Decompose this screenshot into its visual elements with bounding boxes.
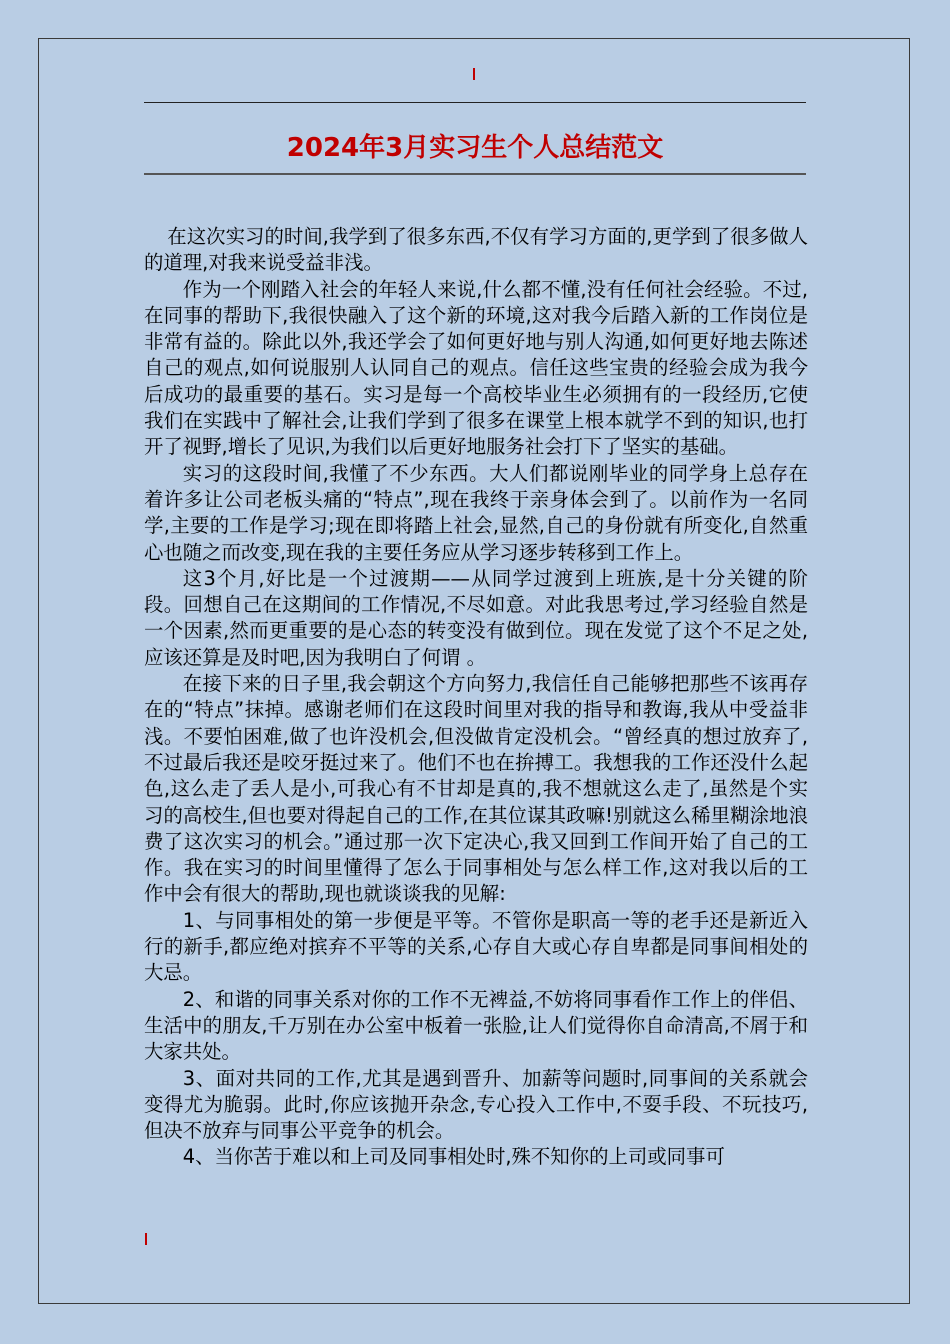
paragraph-point-1: 1、与同事相处的第一步便是平等。不管你是职高一等的老手还是新近入行的新手,都应绝对摈弃不平等的关系,心存自大或心存自卑都是同事间相处的大忌。 — [144, 908, 808, 985]
paragraph-learning: 实习的这段时间,我懂了不少东西。大人们都说刚毕业的同学身上总存在着许多让公司老板头痛的“特点”,现在我终于亲身体会到了。以前作为一名同学,主要的工作是学习;现在即将踏上社会,显然,自己的身份就有所变化,自然重心也随之而改变,现在我的主要任务应从学习逐步转移到工作上。 — [144, 461, 808, 564]
header-divider-bottom — [144, 173, 806, 175]
paragraph-point-4: 4、当你苦于难以和上司及同事相处时,殊不知你的上司或同事可 — [182, 1145, 725, 1169]
header-divider-top — [144, 102, 806, 103]
paragraph-experience: 作为一个刚踏入社会的年轻人来说,什么都不懂,没有任何社会经验。不过,在同事的帮助下,我很快融入了这个新的环境,这对我今后踏入新的工作岗位是非常有益的。除此以外,我还学会了如何更好地与别人沟通,如何更好地去陈述自己的观点,如何说服别人认同自己的观点。信任这些宝贵的经验会成为我今后成功的最重要的基石。实习是每一个高校毕业生必须拥有的一段经历,它使我们在实践中了解社会,让我们学到了很多在课堂上根本就学不到的知识,也打开了视野,增长了见识,为我们以后更好地服务社会打下了坚实的基础。 — [144, 277, 808, 459]
document-body — [144, 224, 808, 1171]
paragraph-future: 在接下来的日子里,我会朝这个方向努力,我信任自己能够把那些不该再存在的“特点”抹掉。感谢老师们在这段时间里对我的指导和教诲,我从中受益非浅。不要怕困难,做了也许没机会,但没做肯定没机会。“曾经真的想过放弃了,不过最后我还是咬牙挺过来了。他们不也在拚搏工。我想我的工作还没什么起色,这么走了丢人是小,可我心有不甘却是真的,我不想就这么走了,虽然是个实习的高校生,但也要对得起自己的工作,在其位谋其政嘛!别就这么稀里糊涂地浪费了这次实习的机会。”通过那一次下定决心,我又回到工作间开始了自己的工作。我在实习的时间里懂得了怎么于同事相处与怎么样工作,这对我以后的工作中会有很大的帮助,现也就谈谈我的见解: — [144, 672, 808, 906]
footer-mark — [145, 1233, 147, 1245]
header-mark — [473, 68, 475, 80]
paragraph-point-3: 3、面对共同的工作,尤其是遇到晋升、加薪等问题时,同事间的关系就会变得尤为脆弱。此时,你应该抛开杂念,专心投入工作中,不耍手段、不玩技巧,但决不放弃与同事公平竞争的机会。 — [144, 1066, 808, 1143]
document-title: 2024年3月实习生个人总结范文 — [286, 133, 664, 163]
paragraph-intro: 在这次实习的时间,我学到了很多东西,不仅有学习方面的,更学到了很多做人的道理,对我来说受益非浅。 — [144, 225, 808, 275]
paragraph-point-2: 2、和谐的同事关系对你的工作不无裨益,不妨将同事看作工作上的伴侣、生活中的朋友,千万别在办公室中板着一张脸,让人们觉得你自命清高,不屑于和大家共处。 — [144, 987, 808, 1064]
paragraph-transition: 这3个月,好比是一个过渡期——从同学过渡到上班族,是十分关键的阶段。回想自己在这期间的工作情况,不尽如意。对此我思考过,学习经验自然是一个因素,然而更重要的是心态的转变没有做到位。现在发觉了这个不足之处,应该还算是及时吧,因为我明白了何谓 。 — [144, 566, 808, 669]
